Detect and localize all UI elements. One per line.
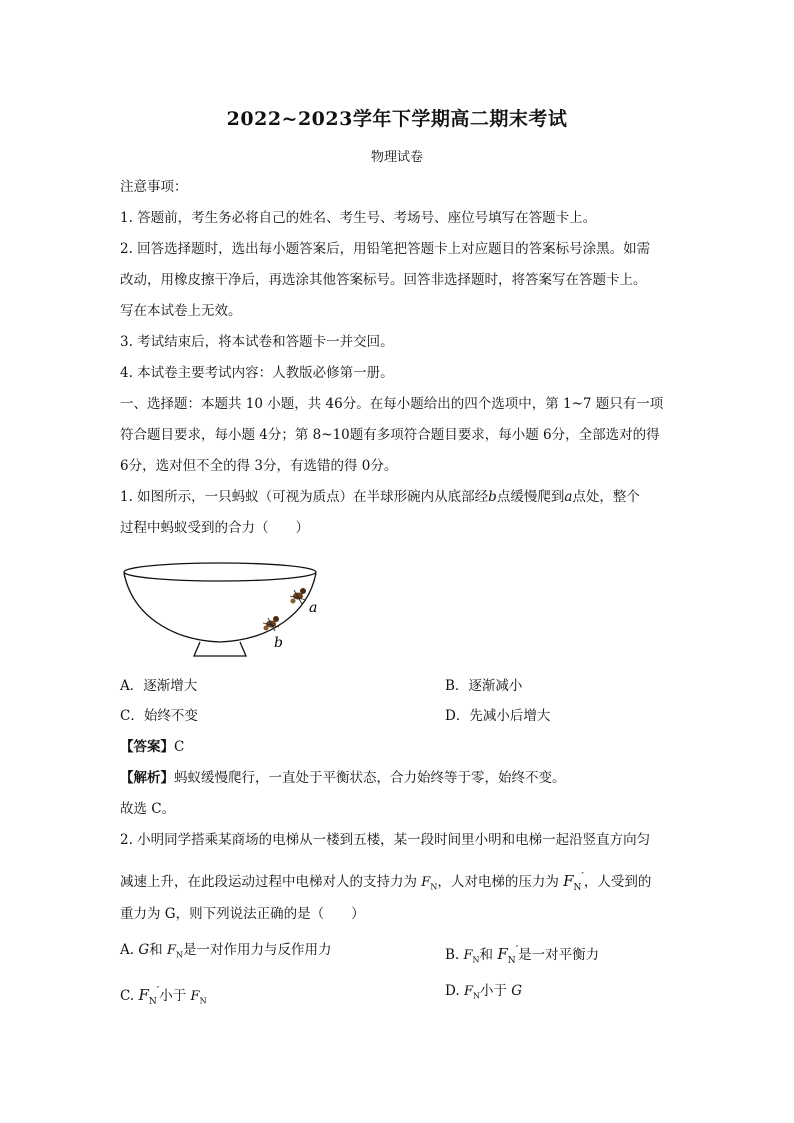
q2-option-d: [445, 982, 522, 1006]
option-letter: C.: [120, 988, 135, 1004]
option-letter: D.: [445, 983, 460, 999]
option-text: 是一对平衡力: [518, 947, 600, 963]
symbol-subscript: N: [148, 997, 157, 1007]
support-force-symbol: [464, 948, 480, 963]
q1-option-a: A．逐渐增大: [120, 678, 198, 694]
symbol-subscript: N: [507, 956, 516, 966]
section-instructions: 6分，选对但不全的得 3分，有选错的得 0分。: [120, 458, 398, 474]
q1-stem: 过程中蚂蚁受到的合力（ ）: [120, 520, 309, 536]
symbol-letter: F: [421, 875, 431, 890]
symbol-letter: F: [166, 943, 176, 958]
q2-option-a: [120, 941, 331, 965]
symbol-subscript: N: [573, 883, 582, 893]
symbol-prime: ′: [581, 870, 584, 883]
q1-stem-text: 点处，整个: [572, 489, 640, 505]
exam-title: 2022~2023学年下学期高二期末考试: [226, 108, 568, 130]
q1-point-a: a: [564, 489, 573, 505]
symbol-letter: F: [463, 948, 473, 963]
symbol-prime: ′: [515, 943, 519, 956]
bowl-figure: [118, 556, 338, 662]
option-text: 和: [479, 947, 494, 963]
notice-line: 写在本试卷上无效。: [120, 303, 242, 319]
q2-stem: 重力为 G，则下列说法正确的是（ ）: [120, 906, 365, 922]
q1-conclusion: 故选 C。: [120, 801, 176, 817]
q1-point-b: b: [488, 489, 497, 505]
symbol-subscript: N: [430, 882, 438, 892]
bowl-label-b: b: [274, 635, 283, 651]
exam-subtitle: 物理试卷: [370, 150, 423, 165]
symbol-subscript: N: [472, 991, 480, 1001]
symbol-subscript: N: [199, 996, 207, 1006]
q2-stem-text: ，人对电梯的压力为: [437, 874, 559, 890]
q1-option-d: D．先减小后增大: [445, 708, 551, 724]
option-text: 是一对作用力与反作用力: [182, 942, 332, 958]
symbol-subscript: N: [175, 950, 183, 960]
section-instructions: 一、选择题：本题共 10 小题，共 46分。在每小题给出的四个选项中，第 1~7 题只有一项: [120, 396, 664, 412]
support-force-symbol: [464, 984, 480, 999]
gravity-symbol: G: [138, 942, 150, 958]
q2-option-b: [445, 941, 599, 970]
ant-icon: [263, 616, 279, 631]
q1-answer: [120, 738, 184, 756]
option-text: 小于: [159, 988, 187, 1004]
q1-option-c: C．始终不变: [120, 708, 198, 724]
notice-line: 2. 回答选择题时，选出每小题答案后，用铅笔把答题卡上对应题目的答案标号涂黑。如需: [120, 241, 651, 257]
symbol-letter: F: [190, 989, 200, 1004]
q2-stem: 2. 小明同学搭乘某商场的电梯从一楼到五楼，某一段时间里小明和电梯一起沿竖直方向匀: [120, 832, 651, 848]
notice-line: 改动，用橡皮擦干净后，再选涂其他答案标号。回答非选择题时，将答案写在答题卡上。: [120, 272, 647, 288]
symbol-letter: F: [497, 945, 508, 963]
option-letter: A.: [120, 942, 139, 958]
q2-stem-text: ，人受到的: [583, 874, 652, 890]
pressure-force-symbol: [138, 984, 160, 1007]
symbol-letter: F: [563, 872, 574, 890]
q1-stem-text: 1. 如图所示，一只蚂蚁（可视为质点）在半球形碗内从底部经: [120, 489, 489, 505]
analysis-tag: 【解析】: [120, 770, 174, 786]
q2-stem: [120, 868, 651, 897]
symbol-subscript: N: [472, 955, 480, 965]
q2-stem-text: 减速上升，在此段运动过程中电梯对人的支持力为: [120, 874, 417, 890]
answer-value: C: [174, 739, 185, 755]
pressure-force-symbol: [563, 870, 584, 893]
symbol-letter: F: [138, 986, 149, 1004]
option-letter: B.: [445, 947, 460, 963]
gravity-symbol: G: [511, 983, 523, 999]
symbol-letter: F: [463, 984, 473, 999]
notice-line: 4. 本试卷主要考试内容：人教版必修第一册。: [120, 365, 394, 381]
q2-option-c: [120, 982, 207, 1011]
analysis-text: 蚂蚁缓慢爬行，一直处于平衡状态，合力始终等于零，始终不变。: [174, 770, 566, 786]
support-force-symbol: [191, 989, 207, 1004]
option-text: 和: [149, 942, 163, 958]
q1-stem-text: 点缓慢爬到: [496, 489, 565, 505]
support-force-symbol: [167, 943, 183, 958]
q1-option-b: B．逐渐减小: [445, 678, 523, 694]
section-instructions: 符合题目要求，每小题 4分；第 8~10题有多项符合题目要求，每小题 6分，全部选对的得: [120, 427, 660, 443]
notice-heading: 注意事项：: [120, 179, 188, 195]
support-force-symbol: [421, 875, 437, 890]
pressure-force-symbol: [497, 943, 519, 966]
q1-stem: [120, 488, 640, 506]
symbol-prime: ′: [156, 984, 160, 997]
option-text: 小于: [479, 983, 507, 999]
q1-analysis: [120, 769, 566, 787]
notice-line: 1. 答题前，考生务必将自己的姓名、考生号、考场号、座位号填写在答题卡上。: [120, 210, 597, 226]
bowl-label-a: a: [309, 600, 318, 616]
notice-line: 3. 考试结束后，将本试卷和答题卡一并交回。: [120, 334, 394, 350]
answer-tag: 【答案】: [120, 739, 174, 755]
